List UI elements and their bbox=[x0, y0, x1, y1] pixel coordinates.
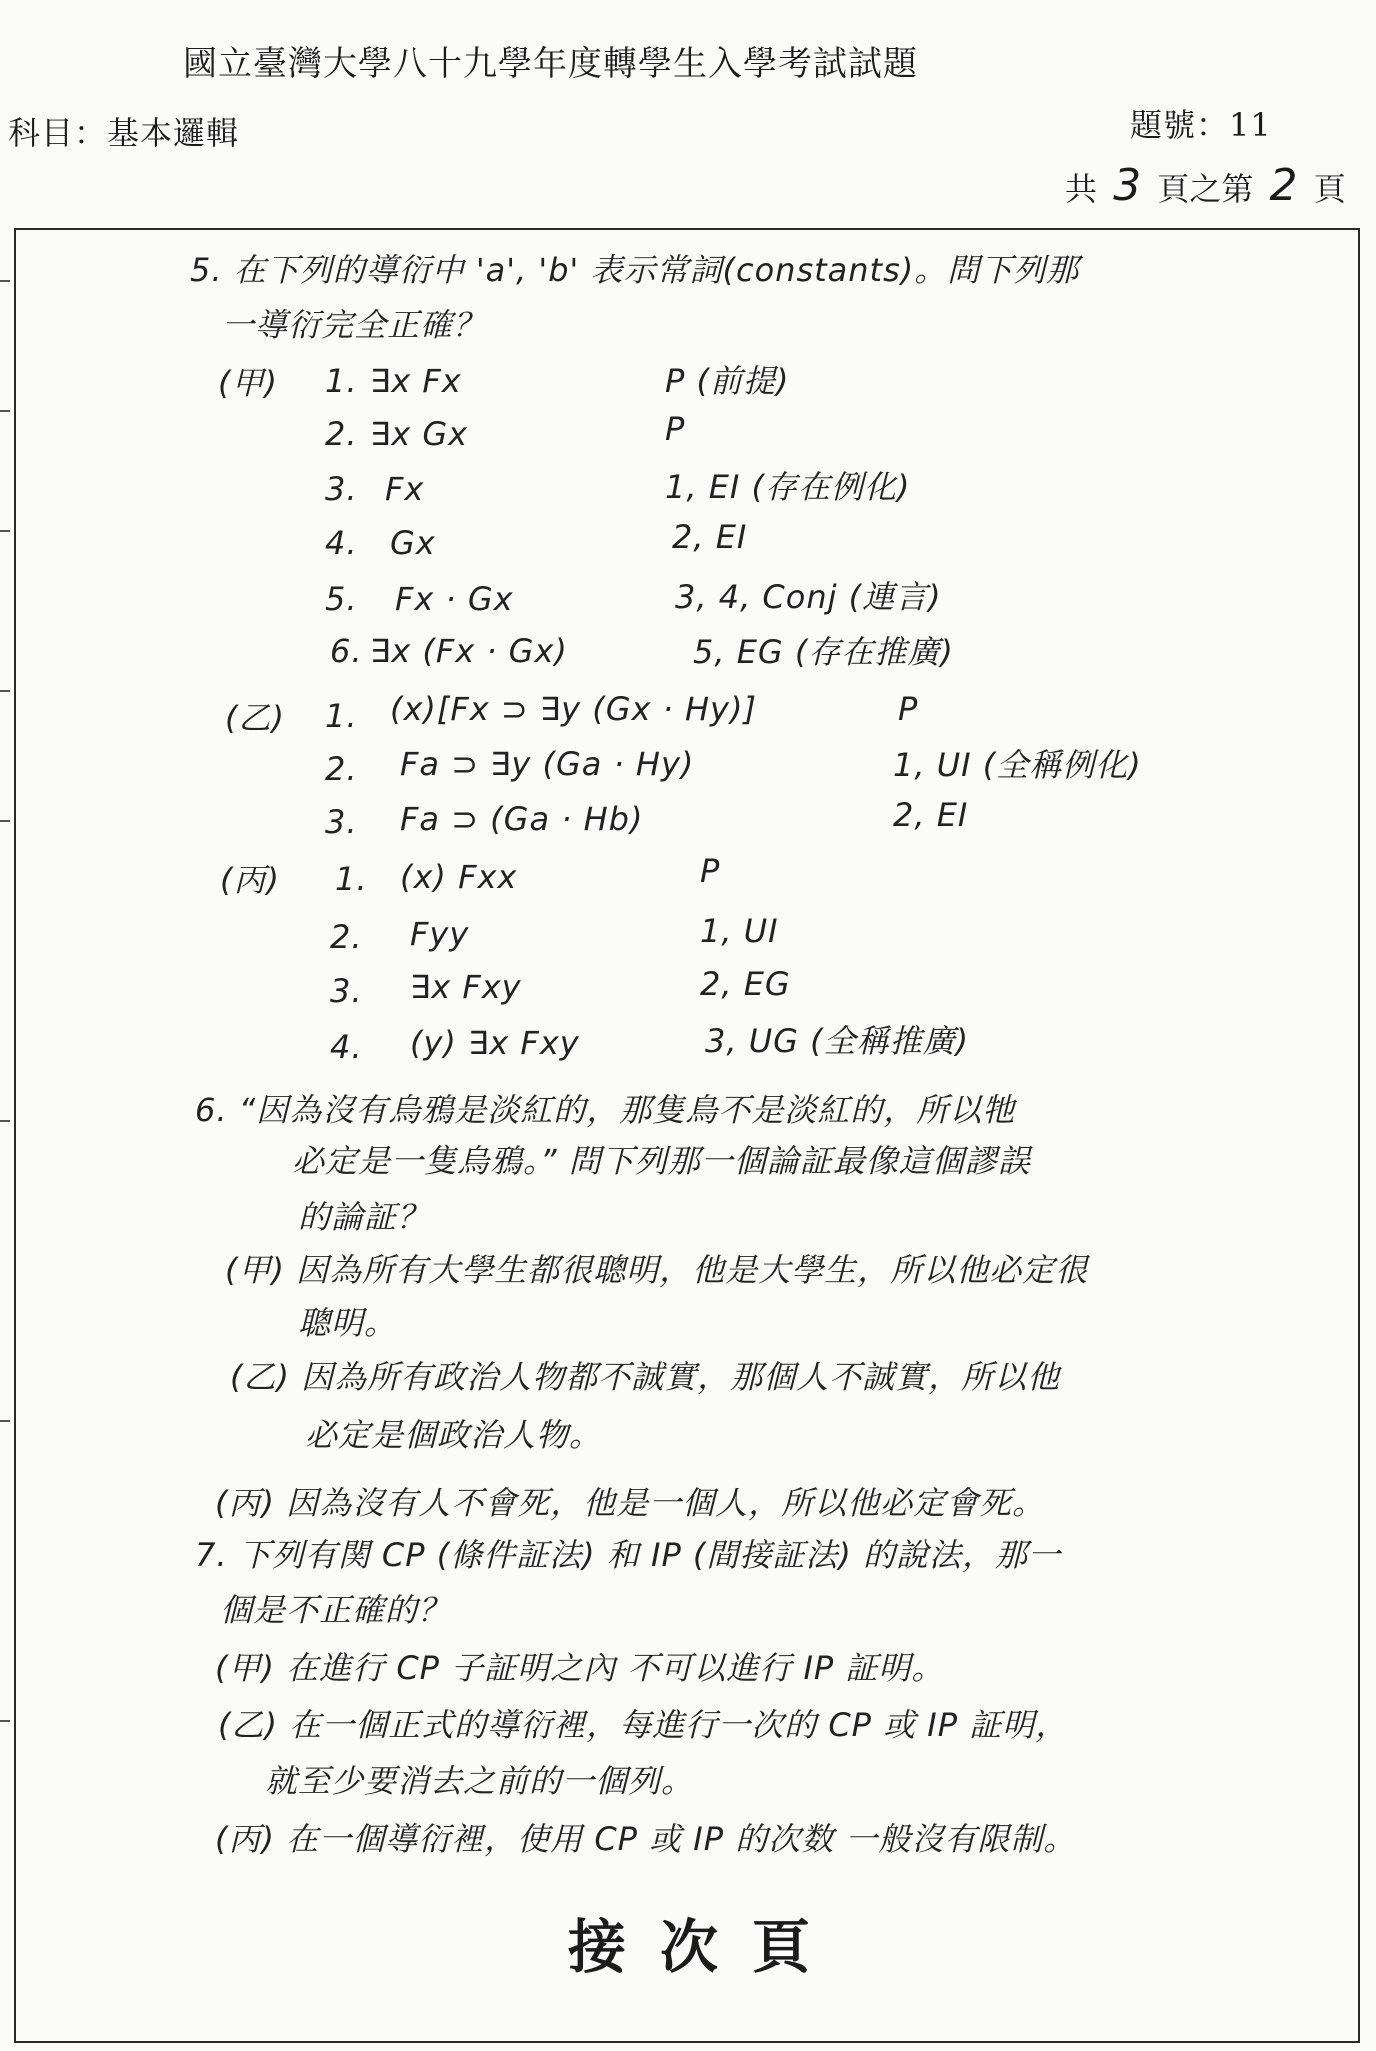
q6-stem-line1: 6. “因為沒有烏鴉是淡紅的，那隻鳥不是淡紅的，所以牠 bbox=[195, 1091, 1016, 1129]
q6-stem-line3: 的論証？ bbox=[298, 1198, 431, 1236]
q7-stem-line1: 7. 下列有関 CP (條件証法) 和 IP (間接証法) 的說法，那一 bbox=[195, 1536, 1062, 1574]
page-suffix: 頁 bbox=[1313, 170, 1346, 208]
q7-option-yi-line2: 就至少要消去之前的一個列。 bbox=[265, 1762, 695, 1800]
question-number: 題號：11 bbox=[1130, 106, 1272, 144]
exam-title: 國立臺灣大學八十九學年度轉學生入學考試試題 bbox=[183, 44, 918, 84]
q7-stem-line2: 個是不正確的？ bbox=[220, 1591, 452, 1629]
q7-option-jia-line1: (甲) 在進行 CP 子証明之內 不可以進行 IP 証明。 bbox=[215, 1649, 945, 1687]
q6-option-yi-line1: (乙) 因為所有政治人物都不誠實，那個人不誠實，所以他 bbox=[230, 1358, 1061, 1396]
q6-stem-line2: 必定是一隻烏鴉。” 問下列那一個論証最像這個謬誤 bbox=[292, 1142, 1031, 1180]
q7-option-yi-line1: (乙) 在一個正式的導衍裡，每進行一次的 CP 或 IP 証明， bbox=[218, 1706, 1069, 1744]
q7-option-bing-line1: (丙) 在一個導衍裡，使用 CP 或 IP 的次数 一般沒有限制。 bbox=[215, 1820, 1077, 1858]
page-current: 2 bbox=[1269, 160, 1298, 211]
subject-label: 科目：基本邏輯 bbox=[8, 114, 240, 152]
q5-option-yi-label: (乙) bbox=[225, 699, 285, 737]
q6-option-bing-line1: (丙) 因為沒有人不會死，他是一個人，所以他必定會死。 bbox=[215, 1484, 1046, 1522]
page-mid: 頁之第 bbox=[1157, 170, 1254, 208]
q5-option-jia-label: (甲) bbox=[218, 364, 278, 402]
q6-option-yi-line2: 必定是個政治人物。 bbox=[305, 1416, 603, 1454]
continued-next-page: 接次頁 bbox=[568, 1913, 845, 1981]
q5-stem-line2: 一導衍完全正確？ bbox=[222, 306, 487, 344]
page-total: 3 bbox=[1113, 160, 1142, 211]
q6-option-jia-line1: (甲) 因為所有大學生都很聰明，他是大學生，所以他必定很 bbox=[225, 1251, 1089, 1289]
q5-stem-line1: 5. 在下列的導衍中 'a', 'b' 表示常詞(constants)。問下列那 bbox=[190, 251, 1080, 289]
q6-option-jia-line2: 聰明。 bbox=[298, 1304, 398, 1342]
page-indicator bbox=[1065, 160, 1346, 211]
page-prefix: 共 bbox=[1065, 170, 1098, 208]
q5-option-bing-label: (丙) bbox=[220, 861, 280, 899]
